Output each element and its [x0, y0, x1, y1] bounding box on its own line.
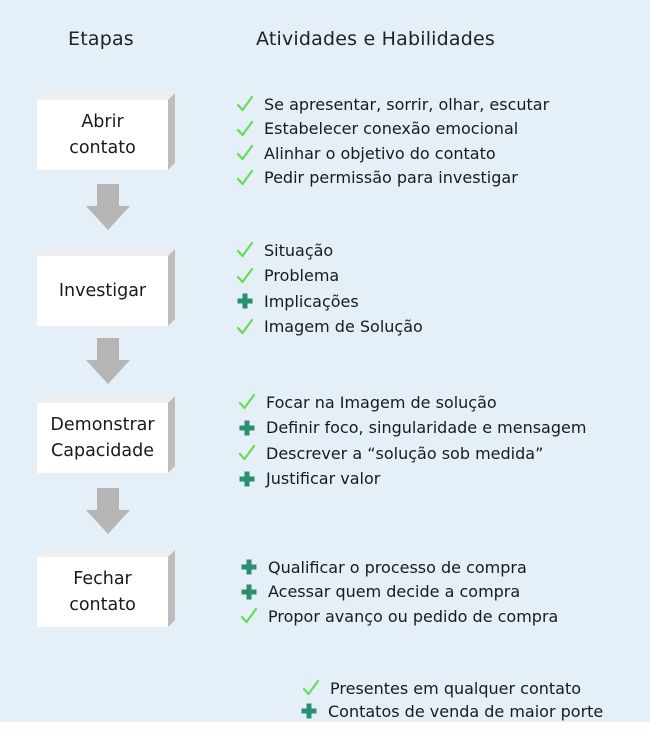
stage-label-line: contato — [69, 595, 136, 615]
activity-item — [236, 264, 339, 288]
check-icon — [236, 169, 254, 187]
activity-text: Focar na Imagem de solução — [266, 392, 497, 412]
activity-item — [236, 289, 359, 313]
activity-text: Contatos de venda de maior porte — [328, 701, 604, 721]
activity-item — [300, 699, 603, 723]
activity-text: Se apresentar, sorrir, olhar, escutar — [264, 94, 550, 114]
activity-item — [236, 166, 518, 190]
check-icon — [236, 318, 254, 336]
activity-text: Pedir permissão para investigar — [264, 168, 518, 187]
stage-label-line: Fechar — [73, 569, 132, 589]
activity-text: Implicações — [264, 291, 359, 311]
activity-item — [236, 238, 333, 262]
down-arrow-icon — [86, 338, 130, 384]
stage-label-line: Capacidade — [51, 441, 154, 461]
stage-label-line: Investigar — [58, 281, 147, 301]
activity-item — [238, 416, 586, 440]
activity-text: Descrever a “solução sob medida” — [266, 443, 544, 463]
activity-text: Imagem de Solução — [264, 317, 423, 336]
activity-item — [236, 117, 518, 141]
activity-text: Definir foco, singularidade e mensagem — [266, 418, 587, 437]
activities-header: Atividades e Habilidades — [256, 28, 496, 50]
stage-box-fechar-contato — [37, 550, 180, 627]
activity-item — [238, 441, 543, 465]
plus-icon — [238, 470, 256, 488]
activity-item — [240, 555, 527, 579]
activity-text: Qualificar o processo de compra — [268, 557, 527, 577]
activity-item — [240, 604, 558, 628]
activity-text: Problema — [264, 266, 340, 285]
activity-text: Acessar quem decide a compra — [268, 582, 521, 601]
activity-item — [236, 141, 496, 165]
activity-text: Estabelecer conexão emocional — [264, 119, 519, 138]
stage-box-investigar — [37, 249, 180, 326]
activity-item — [240, 580, 520, 604]
activity-item — [236, 315, 423, 339]
plus-icon — [240, 583, 258, 601]
activity-text: Alinhar o objetivo do contato — [264, 143, 496, 163]
check-icon — [236, 95, 254, 113]
stages-header: Etapas — [68, 28, 134, 50]
check-icon — [302, 679, 320, 697]
plus-icon — [300, 702, 318, 720]
check-icon — [236, 267, 254, 285]
check-icon — [238, 444, 256, 462]
check-icon — [236, 241, 254, 259]
activity-item — [238, 467, 380, 491]
stage-label-line: Demonstrar — [50, 415, 155, 435]
activity-text: Situação — [264, 240, 334, 260]
stage-label-line: contato — [69, 138, 136, 158]
activity-item — [236, 92, 549, 116]
check-icon — [236, 120, 254, 138]
plus-icon — [236, 292, 254, 310]
check-icon — [238, 393, 256, 411]
activity-text: Justificar valor — [266, 469, 381, 488]
check-icon — [236, 144, 254, 162]
plus-icon — [240, 558, 258, 576]
activity-text: Presentes em qualquer contato — [330, 678, 582, 698]
activity-item — [302, 676, 581, 700]
stage-box-demonstrar-capacidade — [37, 396, 180, 473]
stage-box-abrir-contato — [37, 93, 180, 170]
check-icon — [240, 607, 258, 625]
activity-text: Propor avanço ou pedido de compra — [268, 606, 559, 626]
activity-item — [238, 390, 497, 414]
down-arrow-icon — [86, 184, 130, 230]
down-arrow-icon — [86, 488, 130, 534]
stage-label-line: Abrir — [81, 112, 124, 132]
plus-icon — [238, 419, 256, 437]
